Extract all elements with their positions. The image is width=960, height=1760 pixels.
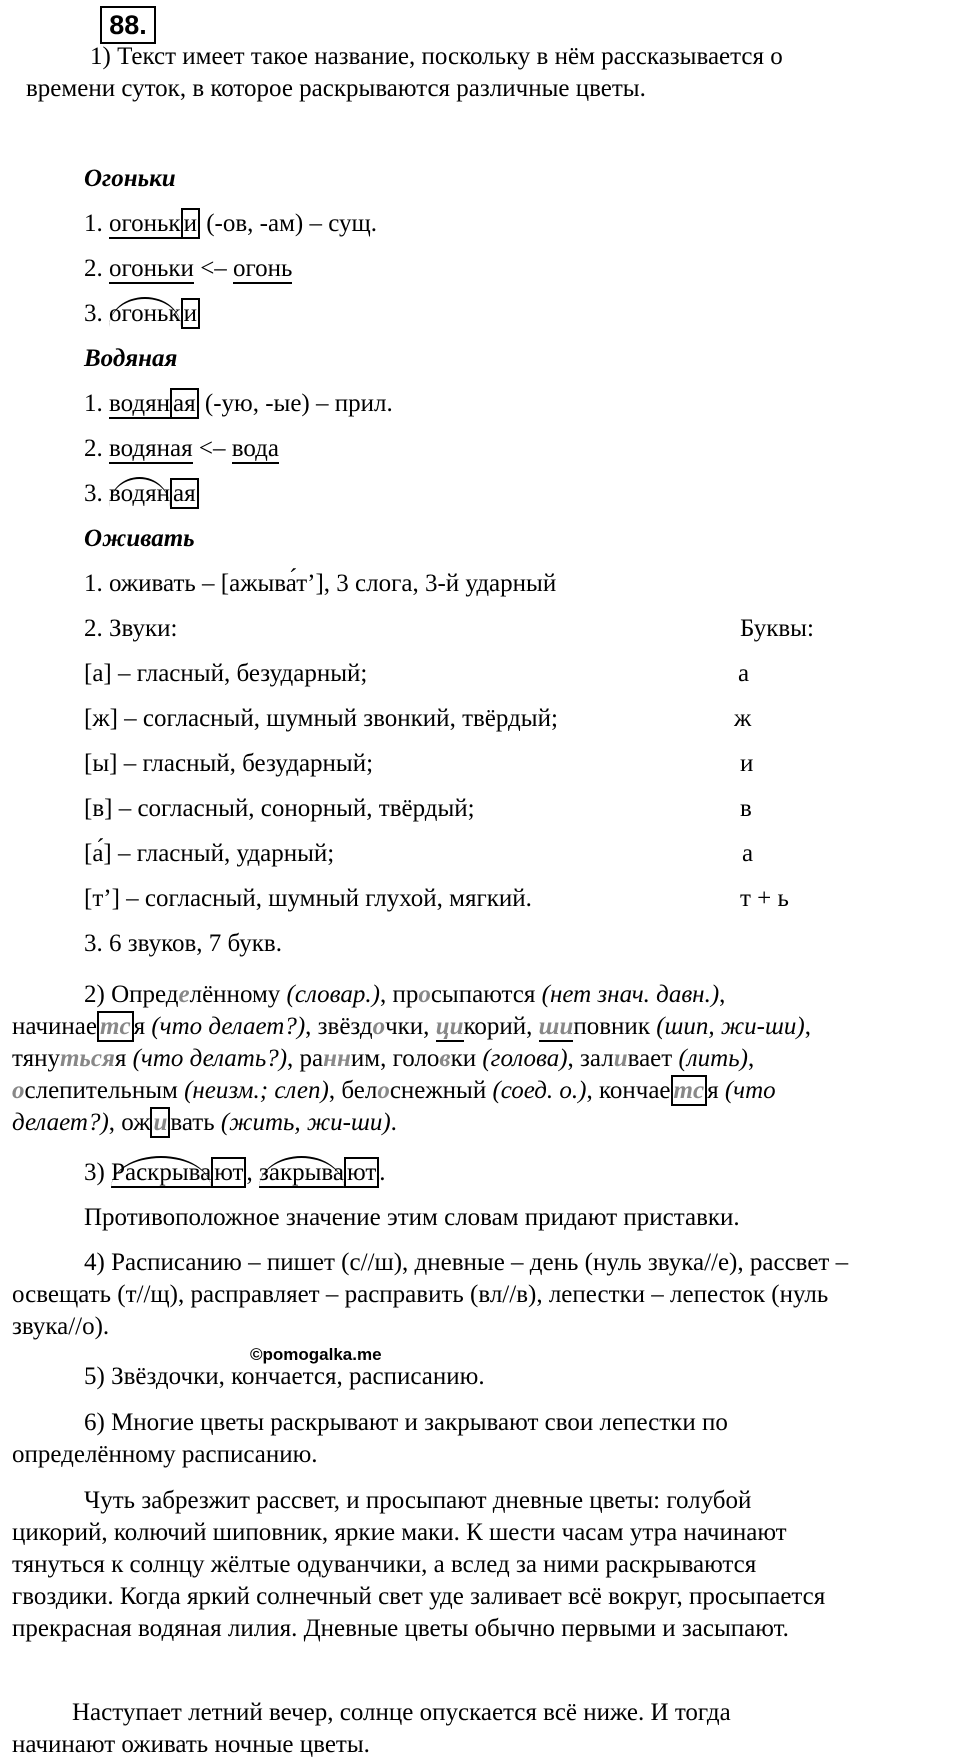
q1-line-1: 1) Текст имеет такое название, поскольку в нём рассказывается о xyxy=(90,43,783,70)
para2-line-2: начинают оживать ночные цветы. xyxy=(12,1731,370,1758)
para2-line-1: Наступает летний вечер, солнце опускается всё ниже. И тогда xyxy=(72,1699,731,1726)
letter-cell: и xyxy=(740,750,754,777)
q4-line-2: освещать (т//щ), расправляет – расправить (вл//в), лепестки – лепесток (нуль xyxy=(12,1281,829,1308)
letter-cell: а xyxy=(742,840,754,867)
q1-line-2: времени суток, в которое раскрываются различные цветы. xyxy=(26,75,646,102)
vodyanaya-line-3: 3. водян ая xyxy=(84,479,199,509)
letters-label: Буквы: xyxy=(740,615,814,642)
q2-line-1: 2) Определённому (словар.), просыпаются (нет знач. давн.), xyxy=(84,981,726,1008)
q6-line-1: 6) Многие цветы раскрывают и закрывают свои лепестки по xyxy=(84,1409,728,1436)
para1-line-5: прекрасная водяная лилия. Дневные цветы обычно первыми и засыпают. xyxy=(12,1615,789,1642)
q2-line-2: начинае тс я (что делает?), звёздочки, цикорий, шиповник (шип, жи-ши), xyxy=(12,1013,811,1040)
ogonki-line-2: 2. огоньки <– огонь xyxy=(84,255,293,282)
vodyanaya-line-1: 1. водян ая (-ую, -ые) – прил. xyxy=(84,390,393,417)
ogonki-line-3: 3. огоньк и xyxy=(84,299,200,329)
sounds-label: 2. Звуки: xyxy=(84,615,178,642)
ozhivat-total: 3. 6 звуков, 7 букв. xyxy=(84,930,282,957)
q2-line-3: тянутьсяя (что делать?), ранним, головки (голова), заливает (лить), xyxy=(12,1045,755,1072)
q2-line-4: ослепительным (неизм.; слеп), белоснежный (соед. о.), кончае тс я (что xyxy=(12,1077,776,1104)
heading-ogonki: Огоньки xyxy=(84,165,176,192)
q4-line-3: звука//о). xyxy=(12,1313,110,1340)
vodyanaya-line-2: 2. водяная <– вода xyxy=(84,435,279,462)
sound-row: [а́] – гласный, ударный; xyxy=(84,840,335,867)
letter-cell: ж xyxy=(734,705,752,732)
q4-line-1: 4) Расписанию – пишет (с//ш), дневные – день (нуль звука//е), рассвет – xyxy=(84,1249,849,1276)
para1-line-4: гвоздики. Когда яркий солнечный свет уде заливает всё вокруг, просыпается xyxy=(12,1583,826,1610)
sound-row: [а] – гласный, безударный; xyxy=(84,660,368,687)
ogonki-line-1: 1. огоньк и (-ов, -ам) – сущ. xyxy=(84,210,377,237)
q2-line-5: делает?), ож и вать (жить, жи-ши). xyxy=(12,1109,397,1136)
exercise-number: 88. xyxy=(100,6,156,44)
ozhivat-line-1: 1. оживать – [ажыва́т’], 3 слога, 3-й ударный xyxy=(84,570,557,597)
letter-cell: в xyxy=(740,795,752,822)
watermark: ©pomogalka.me xyxy=(250,1345,382,1364)
q3-line-1: 3) Раскрыва ют , закрыва ют . xyxy=(84,1158,386,1188)
sound-row: [ж] – согласный, шумный звонкий, твёрдый; xyxy=(84,705,558,732)
para1-line-3: тянуться к солнцу жёлтые одуванчики, а вслед за ними раскрываются xyxy=(12,1551,757,1578)
para1-line-2: цикорий, колючий шиповник, яркие маки. К шести часам утра начинают xyxy=(12,1519,787,1546)
q3-line-2: Противоположное значение этим словам придают приставки. xyxy=(84,1204,740,1231)
sound-row: [т’] – согласный, шумный глухой, мягкий. xyxy=(84,885,532,912)
sound-row: [в] – согласный, сонорный, твёрдый; xyxy=(84,795,475,822)
heading-ozhivat: Оживать xyxy=(84,525,195,552)
letter-cell: т + ь xyxy=(740,885,789,912)
q5-line: 5) Звёздочки, кончается, расписанию. xyxy=(84,1363,485,1390)
para1-line-1: Чуть забрезжит рассвет, и просыпают дневные цветы: голубой xyxy=(84,1487,752,1514)
sound-row: [ы] – гласный, безударный; xyxy=(84,750,374,777)
q6-line-2: определённому расписанию. xyxy=(12,1441,318,1468)
heading-vodyanaya: Водяная xyxy=(84,345,178,372)
letter-cell: а xyxy=(738,660,750,687)
